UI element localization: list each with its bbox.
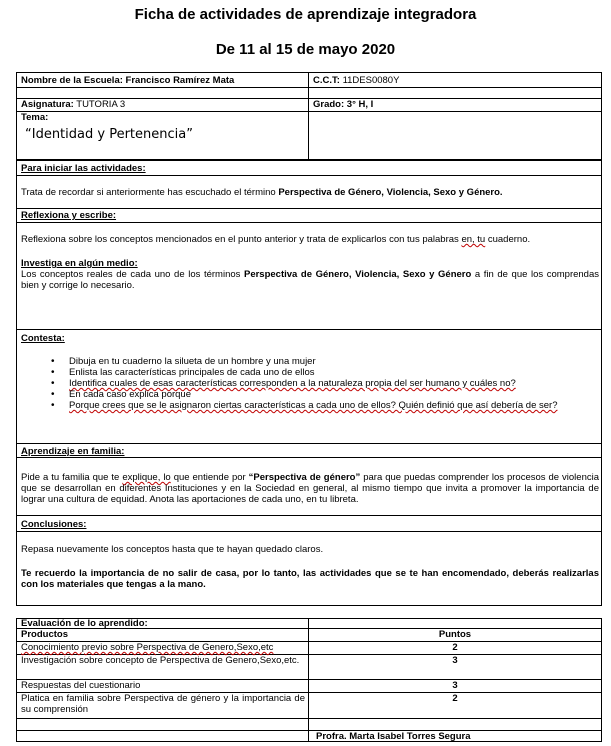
familia-text-err: explique, lo [122,472,171,483]
reflexiona-heading: Reflexiona y escribe: [21,210,117,221]
tema-label: Tema: [21,112,49,123]
table-row: Investigación sobre concepto de Perspectiva de Genero,Sexo,etc. [21,655,300,666]
grado-cell [313,99,373,110]
cct-value: 11DES0080Y [342,75,400,86]
table-row: Respuestas del cuestionario [21,680,141,691]
escuela-value: Francisco Ramírez Mata [125,75,235,86]
col-puntos: Puntos [438,629,472,640]
iniciar-terms: Perspectiva de Género, Violencia, Sexo y Género. [278,187,503,198]
list-item: • Porque crees que se le asignaron ciertas características a cada uno de ellos? Quién definió que así debería de ser? [21,400,601,411]
iniciar-heading: Para iniciar las actividades: [21,163,146,174]
reflexiona-text-post: cuaderno. [485,234,531,245]
reflexiona-text-pre: Reflexiona sobre los conceptos mencionados en el punto anterior y trata de explicarlos con tus palabras [21,234,462,245]
conclusiones-heading: Conclusiones: [21,519,87,530]
escuela-label: Nombre de la Escuela: [21,75,123,86]
familia-heading: Aprendizaje en familia: [21,446,125,457]
col-productos: Productos [21,629,68,640]
reflexiona-text-err: en, tu [461,234,486,245]
investiga-heading: Investiga en algún medio: [21,258,138,269]
iniciar-text-pre: Trata de recordar si anteriormente has escuchado el término [21,187,279,198]
document-title: Ficha de actividades de aprendizaje integradora [134,6,477,23]
document-dates: De 11 al 15 de mayo 2020 [215,41,396,58]
familia-text-post: para que puedas comprender los procesos de violencia que se desarrollan en diferentes Instituciones y en la Sociedad en general, al mismo tiempo que invita a promover la importancia de lograr una cultura de equidad. Anota las aportaciones de cada uno, en tu libreta. [21,472,599,505]
investiga-text-pre: Los conceptos reales de cada uno de los términos [21,269,244,280]
tema-value: “Identidad y Pertenencia” [25,127,193,142]
evaluation-heading: Evaluación de lo aprendido: [21,618,148,629]
list-item: • Enlista las características principales de cada uno de ellos [21,367,601,378]
familia-term: “Perspectiva de género” [248,472,361,483]
escuela-cell [21,75,234,86]
table-row: Platica en familia sobre Perspectiva de género y la importancia de su comprensión [21,693,305,715]
table-row-puntos: 3 [452,680,458,691]
contesta-list [21,356,601,411]
iniciar-text [21,187,596,198]
reflexiona-text [21,234,599,245]
grado-label: Grado: [313,99,345,110]
asignatura-label: Asignatura: [21,99,74,110]
signature: Profra. Marta Isabel Torres Segura [316,731,471,742]
investiga-text-post: a fin de que los comprendas bien y corrige lo necesario. [21,269,599,291]
grado-value: 3° H, I [346,99,374,110]
investiga-text [21,269,599,291]
familia-text [21,472,599,505]
conclusiones-text2: Te recuerdo la importancia de no salir de casa, por lo tanto, las actividades que se te han encomendado, deberás realizarlas con los materiales que tengas a la mano. [21,568,599,590]
list-item: • Identifica cuales de esas características corresponden a la naturaleza propia del ser humano y cuáles no? [21,378,601,389]
list-item: • Dibuja en tu cuaderno la silueta de un hombre y una mujer [21,356,601,367]
table-row-puntos: 2 [452,642,458,653]
investiga-terms: Perspectiva de Género, Violencia, Sexo y Género [243,269,472,280]
familia-text-pre: Pide a tu familia que te [21,472,123,483]
table-row-puntos: 3 [452,655,458,666]
cct-label: C.C.T: [313,75,340,86]
cct-cell [313,75,399,86]
contesta-heading: Contesta: [21,333,65,344]
asignatura-cell [21,99,125,110]
table-row: Conocimiento previo sobre Perspectiva de Genero,Sexo,etc [21,642,274,653]
familia-text-mid: que entiende por [170,472,249,483]
conclusiones-text1: Repasa nuevamente los conceptos hasta que te hayan quedado claros. [21,544,324,555]
asignatura-value: TUTORIA 3 [76,99,126,110]
list-item: • En cada caso explica porque [21,389,601,400]
table-row-puntos: 2 [452,693,458,704]
